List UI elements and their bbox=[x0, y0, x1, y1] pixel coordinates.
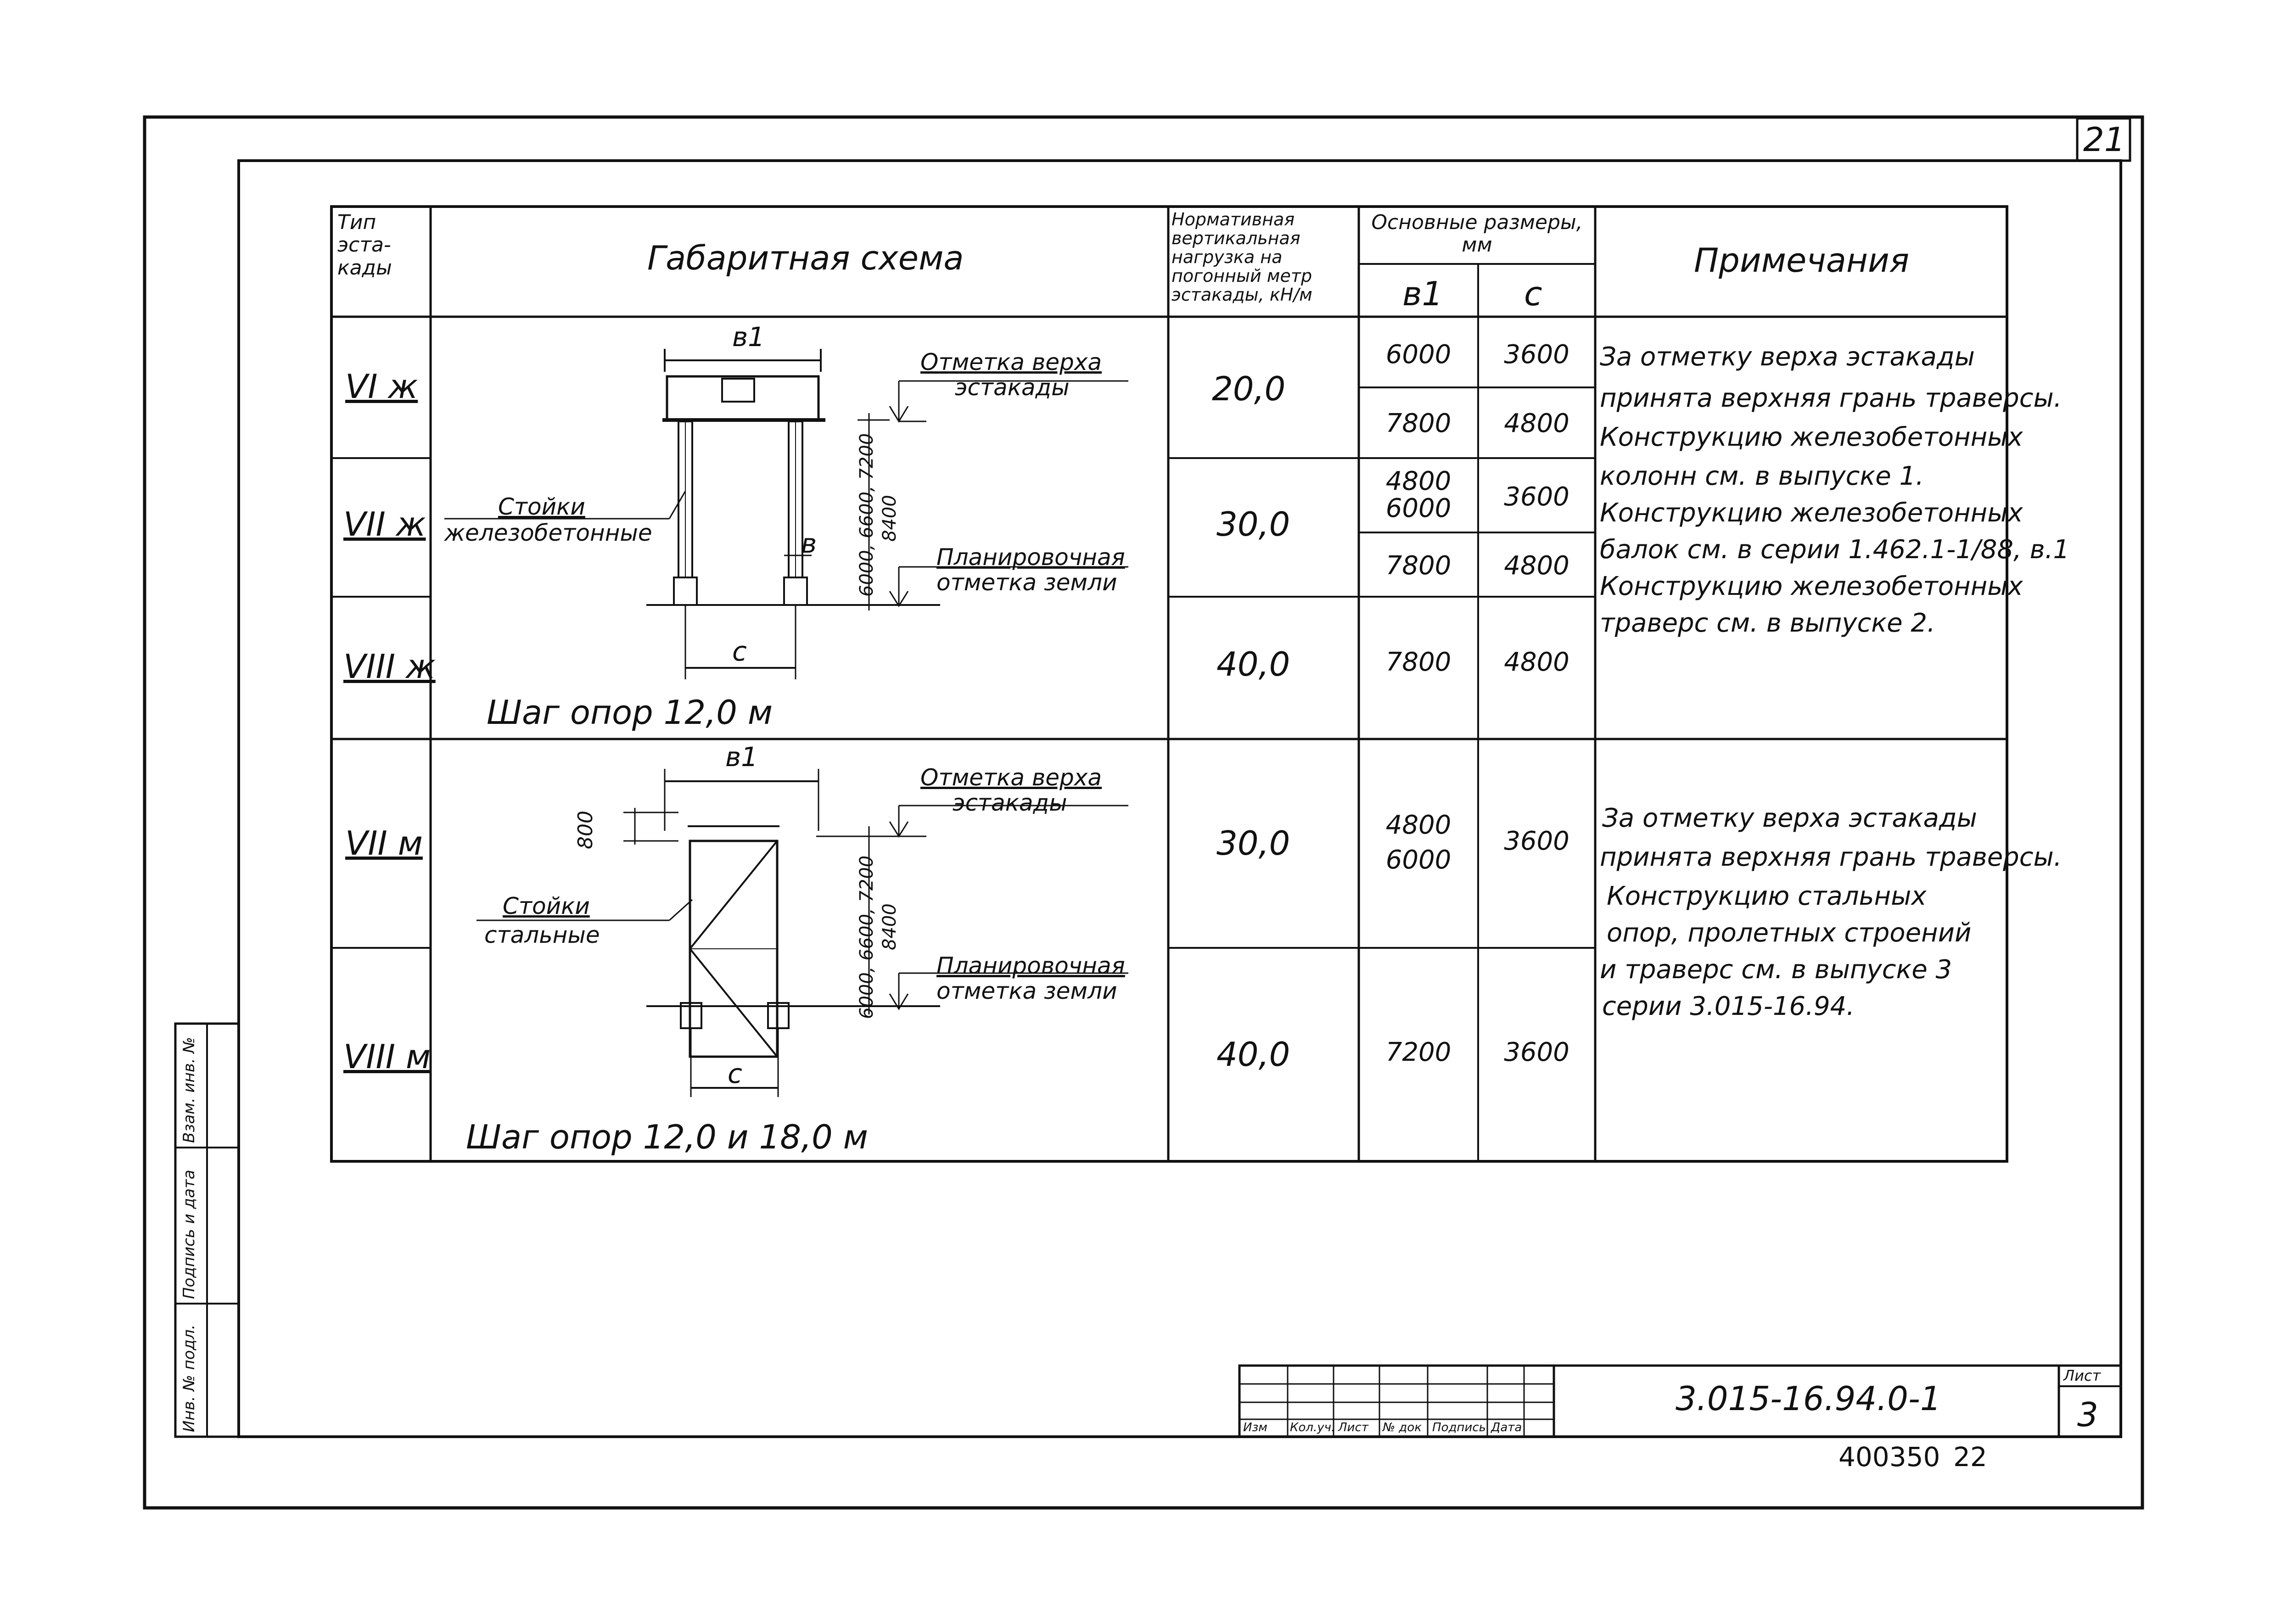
notes-line: Конструкцию железобетонных bbox=[1600, 422, 2023, 452]
archive-stamp: 400350 bbox=[1839, 1441, 1940, 1473]
notes-line: За отметку верха эстакады bbox=[1602, 803, 1977, 833]
dim-c: 3600 bbox=[1504, 1037, 1570, 1067]
scheme1-heights-2: 8400 bbox=[879, 495, 900, 542]
load-value: 20,0 bbox=[1212, 370, 1286, 408]
scheme2-top-mark-2: эстакады bbox=[953, 790, 1067, 816]
doc-code: 3.015-16.94.0-1 bbox=[1676, 1379, 1941, 1418]
tb-label: Кол.уч. bbox=[1290, 1421, 1335, 1434]
notes-line: траверс см. в выпуске 2. bbox=[1600, 608, 1935, 638]
dim-c: 4800 bbox=[1504, 647, 1570, 677]
scheme2-ground-mark-2: отметка земли bbox=[936, 978, 1117, 1004]
type-label: VII м bbox=[345, 824, 423, 862]
scheme2-800: 800 bbox=[574, 811, 597, 849]
dim-c: 4800 bbox=[1504, 409, 1570, 438]
sheet-number: 3 bbox=[2077, 1395, 2098, 1434]
tb-label: № док bbox=[1383, 1421, 1422, 1434]
tb-label: Лист bbox=[1338, 1421, 1368, 1434]
type-label: VIII ж bbox=[343, 647, 436, 686]
notes-line: колонн см. в выпуске 1. bbox=[1600, 461, 1924, 491]
scheme1-ground-mark-2: отметка земли bbox=[936, 569, 1117, 596]
load-value: 40,0 bbox=[1216, 645, 1290, 683]
dim-b1: 7800 bbox=[1385, 647, 1452, 677]
notes-line: За отметку верха эстакады bbox=[1600, 342, 1975, 372]
scheme1-heights: 6000, 6600, 7200 bbox=[856, 433, 877, 597]
scheme2-c-label: с bbox=[728, 1058, 742, 1089]
notes-line: Конструкцию железобетонных bbox=[1600, 571, 2023, 601]
side-stamp-inv: Инв. № подл. bbox=[180, 1324, 198, 1432]
load-value: 30,0 bbox=[1216, 505, 1290, 543]
type-label: VI ж bbox=[345, 367, 418, 406]
scheme2-step: Шаг опор 12,0 и 18,0 м bbox=[466, 1118, 868, 1156]
dim-b1: 4800 6000 bbox=[1385, 810, 1452, 875]
notes-line: принята верхняя грань траверсы. bbox=[1600, 383, 2062, 413]
scheme2-heights: 6000, 6600, 7200 bbox=[856, 855, 877, 1019]
notes-line: серии 3.015-16.94. bbox=[1602, 991, 1855, 1021]
scheme1-step: Шаг опор 12,0 м bbox=[487, 693, 773, 732]
notes-line: принята верхняя грань траверсы. bbox=[1600, 842, 2062, 872]
notes-line: Конструкцию железобетонных bbox=[1600, 498, 2023, 528]
archive-stamp-suffix: 22 bbox=[1953, 1441, 1987, 1473]
header-dims: Основные размеры, мм bbox=[1371, 211, 1583, 257]
page-number: 21 bbox=[2083, 120, 2125, 159]
dim-b1: 6000 bbox=[1385, 340, 1452, 370]
header-scheme: Габаритная схема bbox=[647, 239, 964, 277]
notes-line: балок см. в серии 1.462.1-1/88, в.1 bbox=[1600, 535, 2070, 565]
header-load: Нормативная вертикальная нагрузка на погонный метр эстакады, кН/м bbox=[1172, 209, 1312, 305]
scheme2-heights-2: 8400 bbox=[879, 903, 900, 950]
scheme1-ground-mark: Планировочная bbox=[936, 544, 1125, 571]
tb-label: Подпись bbox=[1432, 1421, 1486, 1434]
dim-c: 3600 bbox=[1504, 826, 1570, 856]
type-label: VIII м bbox=[343, 1037, 431, 1076]
scheme2-ground-mark: Планировочная bbox=[936, 952, 1125, 979]
scheme1-columns-label-2: железобетонные bbox=[444, 520, 652, 546]
dim-c: 3600 bbox=[1504, 340, 1570, 370]
dim-b1: 4800 6000 bbox=[1385, 466, 1452, 523]
load-value: 30,0 bbox=[1216, 824, 1290, 862]
scheme1-b1-label: в1 bbox=[732, 321, 765, 353]
tb-label: Дата bbox=[1491, 1421, 1522, 1434]
type-label: VII ж bbox=[343, 505, 426, 543]
header-b1: в1 bbox=[1402, 274, 1443, 313]
header-notes: Примечания bbox=[1694, 241, 1910, 280]
tb-label: Изм bbox=[1243, 1421, 1267, 1434]
header-c: с bbox=[1524, 274, 1542, 313]
dim-b1: 7200 bbox=[1385, 1037, 1452, 1067]
side-stamp-replace: Взам. инв. № bbox=[180, 1037, 198, 1143]
dim-b1: 7800 bbox=[1385, 409, 1452, 438]
scheme2-b1-label: в1 bbox=[725, 741, 758, 773]
scheme2-top-mark: Отметка верха bbox=[920, 764, 1102, 791]
sheet-label: Лист bbox=[2063, 1367, 2101, 1384]
dim-b1: 7800 bbox=[1385, 551, 1452, 581]
scheme1-c-label: с bbox=[732, 636, 747, 667]
scheme1-top-mark-2: эстакады bbox=[955, 374, 1070, 401]
header-type: Тип эста-кады bbox=[337, 211, 392, 280]
notes-line: и траверс см. в выпуске 3 bbox=[1600, 955, 1952, 985]
load-value: 40,0 bbox=[1216, 1035, 1290, 1074]
notes-line: опор, пролетных строений bbox=[1607, 918, 1972, 948]
scheme2-columns-label-2: стальные bbox=[484, 922, 600, 948]
scheme2-columns-label: Стойки bbox=[503, 893, 590, 919]
dim-c: 3600 bbox=[1504, 482, 1570, 512]
notes-line: Конструкцию стальных bbox=[1607, 881, 1927, 911]
scheme1-b-label: в bbox=[801, 528, 817, 559]
side-stamp-sign: Подпись и дата bbox=[180, 1170, 198, 1299]
scheme1-columns-label: Стойки bbox=[498, 493, 585, 520]
dim-c: 4800 bbox=[1504, 551, 1570, 581]
scheme1-top-mark: Отметка верха bbox=[920, 349, 1102, 375]
